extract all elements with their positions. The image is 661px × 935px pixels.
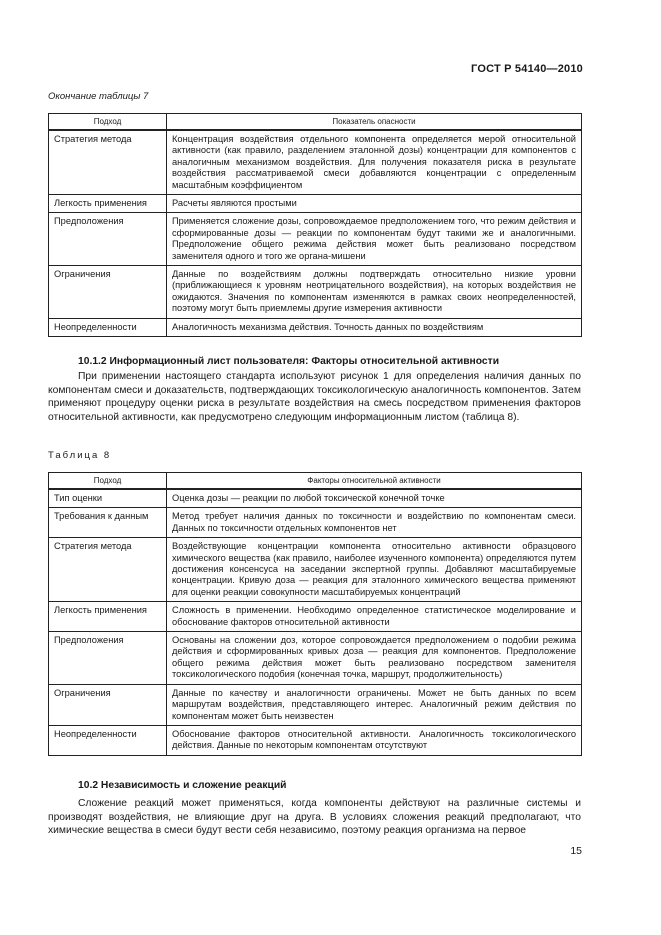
table7-caption: Окончание таблицы 7 (48, 91, 149, 102)
row-label: Легкость применения (49, 602, 167, 632)
row-label: Предположения (49, 632, 167, 685)
row-text: Оценка дозы — реакции по любой токсической конечной точке (167, 489, 582, 508)
row-text: Концентрация воздействия отдельного компонента определяется мерой относительной активности (как правило, разделением эталонной дозы) концентрации для компонентов с аналогичным механизмом воздействия. Для получения показателя риска в результате воздействия рассматриваемой смеси добавляются концентрации с определенным масштабным коэффициентом (167, 130, 582, 195)
row-label: Ограничения (49, 684, 167, 725)
table-8 (48, 472, 582, 756)
row-text: Основаны на сложении доз, которое сопровождается предположением о подобии режима действия и сформированных кривых доза — реакция для компонентов. Предположение общего режима действия может быть реализовано посредством заменителя токсикологического подобия (конечная точка, маршрут, продолжительность) (167, 632, 582, 685)
row-label: Требования к данным (49, 508, 167, 538)
row-label: Неопределенности (49, 318, 167, 336)
row-label: Стратегия метода (49, 130, 167, 195)
row-text: Воздействующие концентрации компонента относительно активности образцового химического вещества (как правило, наиболее изученного компонента) определяются путем достижения консенсуса на заседании экспертной группы. Добавляют масштабируемые концентрации. Кривую доза — реакция для эталонного химического вещества применяют для оценки реакции совокупности масштабируемых концентраций (167, 538, 582, 602)
row-label: Стратегия метода (49, 538, 167, 602)
row-text: Обоснование факторов относительной активности. Аналогичность токсикологического действия. Данные по некоторым компонентам отсутствуют (167, 725, 582, 755)
row-label: Тип оценки (49, 489, 167, 508)
section-heading-102: 10.2 Независимость и сложение реакций (78, 780, 287, 791)
table-row (49, 195, 582, 213)
table-row (49, 266, 582, 319)
row-label: Предположения (49, 213, 167, 266)
row-text: Сложность в применении. Необходимо определенное статистическое моделирование и обоснование факторов относительной активности (167, 602, 582, 632)
table7-col-approach: Подход (49, 114, 167, 131)
table-row (49, 318, 582, 336)
table8-header-row (49, 473, 582, 490)
table8-col-factors: Факторы относительной активности (167, 473, 582, 490)
row-label: Легкость применения (49, 195, 167, 213)
standard-number: ГОСТ Р 54140—2010 (471, 63, 583, 75)
table-7 (48, 113, 582, 337)
row-text: Данные по воздействиям должны подтверждать относительно низкие уровни (приближающиеся к уровням неотрицательного воздействия), на которых воздействия не ожидаются. Значения по компонентам изменяются в рамках своих неопределенностей, поэтому могут быть приемлемы другие измерения активности (167, 266, 582, 319)
table-row (49, 538, 582, 602)
table-row (49, 213, 582, 266)
table-row (49, 508, 582, 538)
section-paragraph-102: Сложение реакций может применяться, когда компоненты действуют на различные системы и производят воздействия, не влияющие друг на друга. В условиях сложения реакций предполагают, что химические вещества в смеси будут вести себя независимо, поэтому реакция организма на первое (48, 798, 581, 837)
table-row (49, 489, 582, 508)
table7-header-row (49, 114, 582, 131)
section-paragraph-1012: При применении настоящего стандарта используют рисунок 1 для определения наличия данных по компонентам смеси и доказательств, подтверждающих токсикологическую аналогичность компонентов. Затем применяют процедуру оценки риска в результате воздействия на смесь посредством применения факторов относительной активности, как предусмотрено следующим информационным листом (таблица 8). (48, 371, 581, 423)
row-text: Аналогичность механизма действия. Точность данных по воздействиям (167, 318, 582, 336)
table-row (49, 130, 582, 195)
table-row (49, 684, 582, 725)
table-row (49, 725, 582, 755)
page-number: 15 (570, 845, 582, 857)
table-row (49, 632, 582, 685)
section-heading-1012: 10.1.2 Информационный лист пользователя: Факторы относительной активности (78, 356, 500, 367)
table-row (49, 602, 582, 632)
row-text: Данные по качеству и аналогичности ограничены. Может не быть данных по всем маршрутам воздействия, представляющего интерес. Аналогичный режим действия по компонентам может быть неизвестен (167, 684, 582, 725)
table8-caption: Таблица 8 (48, 450, 112, 461)
row-text: Расчеты являются простыми (167, 195, 582, 213)
row-label: Неопределенности (49, 725, 167, 755)
row-text: Метод требует наличия данных по токсичности и воздействию по компонентам смеси. Данных по токсичности отдельных компонентов нет (167, 508, 582, 538)
table8-col-approach: Подход (49, 473, 167, 490)
row-text: Применяется сложение дозы, сопровождаемое предположением того, что режим действия и сформированные дозы — реакции по компонентам будут такими же и аналогичными. Предположение общего режима действия может быть реализовано посредством заменителя одного и того же органа-мишени (167, 213, 582, 266)
row-label: Ограничения (49, 266, 167, 319)
table7-col-indicator: Показатель опасности (167, 114, 582, 131)
